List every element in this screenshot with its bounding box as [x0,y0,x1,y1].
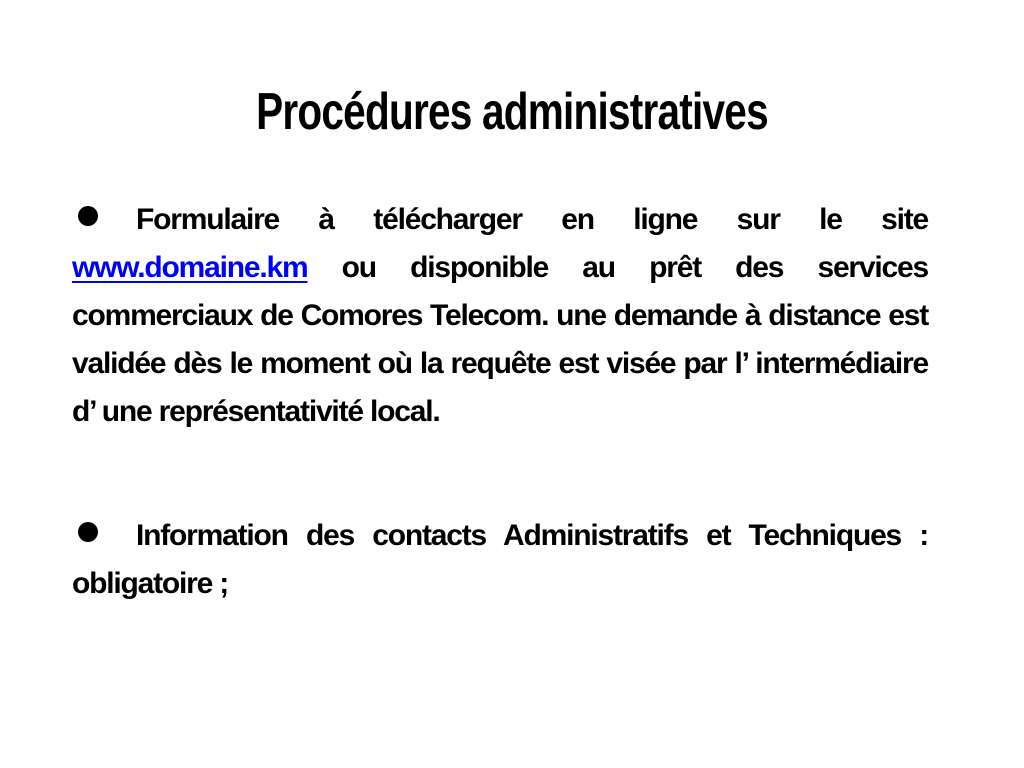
bullet-item-contacts [72,512,928,608]
bullet-dot-icon [78,522,98,542]
bullet-text-before-link: Formulaire à télécharger en ligne sur le site [136,203,928,236]
bullet-text-after-link: ou disponible au prêt des services commerciaux de Comores Telecom. une demande à distance est validée dès le moment où la requête est visée par l’ intermédiaire d’ une représentativité local. [72,251,928,428]
bullet-item-formulaire [72,196,928,436]
domain-link[interactable]: www.domaine.km [72,251,308,284]
slide-body [72,196,928,608]
slide-title: Procédures administratives [256,83,768,141]
bullet-dot-icon [78,206,98,226]
bullet-text-contacts: Information des contacts Administratifs et Techniques : obligatoire ; [72,519,928,600]
